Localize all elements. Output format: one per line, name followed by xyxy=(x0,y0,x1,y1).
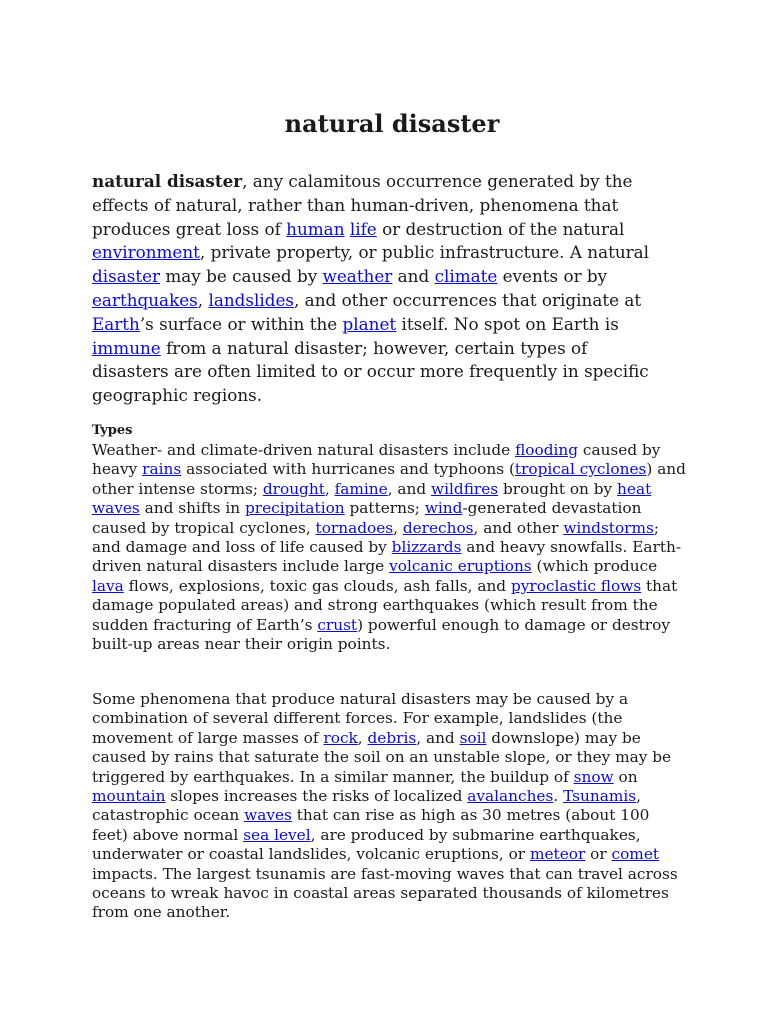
link-volcanic-eruptions[interactable]: volcanic eruptions xyxy=(389,557,532,576)
link-human[interactable]: human xyxy=(286,218,345,239)
link-rains[interactable]: rains xyxy=(142,460,182,479)
link-lava[interactable]: lava xyxy=(92,576,124,595)
link-immune[interactable]: immune xyxy=(92,337,161,358)
intro-paragraph: natural disaster, any calamitous occurrence generated by the effects of natural, rather than human-driven, phenomena that produces great loss of human life or destruction of the natural environment, private property, or public infrastructure. A natural disaster may be caused by weather and climate events or by earthquakes, landslides, and other occurrences that originate at Earth’s surface or within the planet itself. No spot on Earth is immune from a natural disaster; however, certain types of disasters are often limited to or occur more frequently in specific geographic regions. xyxy=(92,171,650,406)
link-avalanches[interactable]: avalanches xyxy=(467,787,554,806)
link-wildfires[interactable]: wildfires xyxy=(431,479,499,498)
link-meteor[interactable]: meteor xyxy=(530,845,586,864)
types-paragraph: Weather- and climate-driven natural disasters include flooding caused by heavy rains associated with hurricanes and typhoons (tropical cyclones) and other intense storms; drought, famine, and wildfires brought on by heat waves and shifts in precipitation patterns; wind-generated devastation caused by tropical cyclones, tornadoes, derechos, and other windstorms; and damage and loss of life caused by blizzards and heavy snowfalls. Earth-driven natural disasters include large volcanic eruptions (which produce lava flows, explosions, toxic gas clouds, ash falls, and pyroclastic flows that damage populated areas) and strong earthquakes (which result from the sudden fracturing of Earth’s crust) powerful enough to damage or destroy built-up areas near their origin points. xyxy=(92,441,686,654)
link-snow[interactable]: snow xyxy=(573,767,614,786)
link-flooding[interactable]: flooding xyxy=(515,441,579,459)
link-landslides[interactable]: landslides xyxy=(208,289,295,310)
combination-paragraph: Some phenomena that produce natural disasters may be caused by a combination of several different forces. For example, landslides (the movement of large masses of rock, debris, and soil downslope) may be caused by rains that saturate the soil on an unstable slope, or they may be triggered by earthquakes. In a similar manner, the buildup of snow on mountain slopes increases the risks of localized avalanches. Tsunamis, catastrophic ocean waves that can rise as high as 30 metres (about 100 feet) above normal sea level, are produced by submarine earthquakes, underwater or coastal landslides, volcanic eruptions, or meteor or comet impacts. The largest tsunamis are fast-moving waves that can travel across oceans to wreak havoc in coastal areas separated thousands of kilometres from one another. xyxy=(92,690,678,922)
link-earthquakes[interactable]: earthquakes xyxy=(92,289,198,310)
intro-lead-term: natural disaster xyxy=(92,171,243,191)
link-derechos[interactable]: derechos xyxy=(402,518,474,537)
link-pyroclastic-flows[interactable]: pyroclastic flows xyxy=(510,576,642,595)
link-life[interactable]: life xyxy=(349,218,377,239)
link-planet[interactable]: planet xyxy=(342,313,397,334)
link-wind[interactable]: wind xyxy=(424,499,463,518)
link-debris[interactable]: debris xyxy=(367,728,417,747)
link-tropical-cyclones[interactable]: tropical cyclones xyxy=(514,460,647,479)
link-environment[interactable]: environment xyxy=(92,242,200,263)
link-waves[interactable]: waves xyxy=(244,806,292,825)
link-blizzards[interactable]: blizzards xyxy=(391,538,462,557)
link-soil[interactable]: soil xyxy=(459,728,487,747)
link-comet[interactable]: comet xyxy=(611,845,660,864)
link-heat-waves[interactable]: heat waves xyxy=(92,479,652,518)
link-mountain[interactable]: mountain xyxy=(92,787,166,806)
link-earth[interactable]: Earth xyxy=(92,313,140,334)
link-famine[interactable]: famine xyxy=(334,479,388,498)
link-tsunamis[interactable]: Tsunamis xyxy=(563,787,637,806)
link-weather[interactable]: weather xyxy=(322,266,393,287)
link-windstorms[interactable]: windstorms xyxy=(563,518,654,537)
link-tornadoes[interactable]: tornadoes xyxy=(315,518,394,537)
link-disaster[interactable]: disaster xyxy=(92,266,161,287)
link-crust[interactable]: crust xyxy=(317,615,358,634)
page-title: natural disaster xyxy=(284,109,500,138)
link-sea-level[interactable]: sea level xyxy=(243,825,311,844)
link-precipitation[interactable]: precipitation xyxy=(244,499,345,518)
link-rock[interactable]: rock xyxy=(323,728,358,747)
section-heading-types: Types xyxy=(92,423,133,438)
link-drought[interactable]: drought xyxy=(262,479,325,498)
link-climate[interactable]: climate xyxy=(434,266,498,287)
